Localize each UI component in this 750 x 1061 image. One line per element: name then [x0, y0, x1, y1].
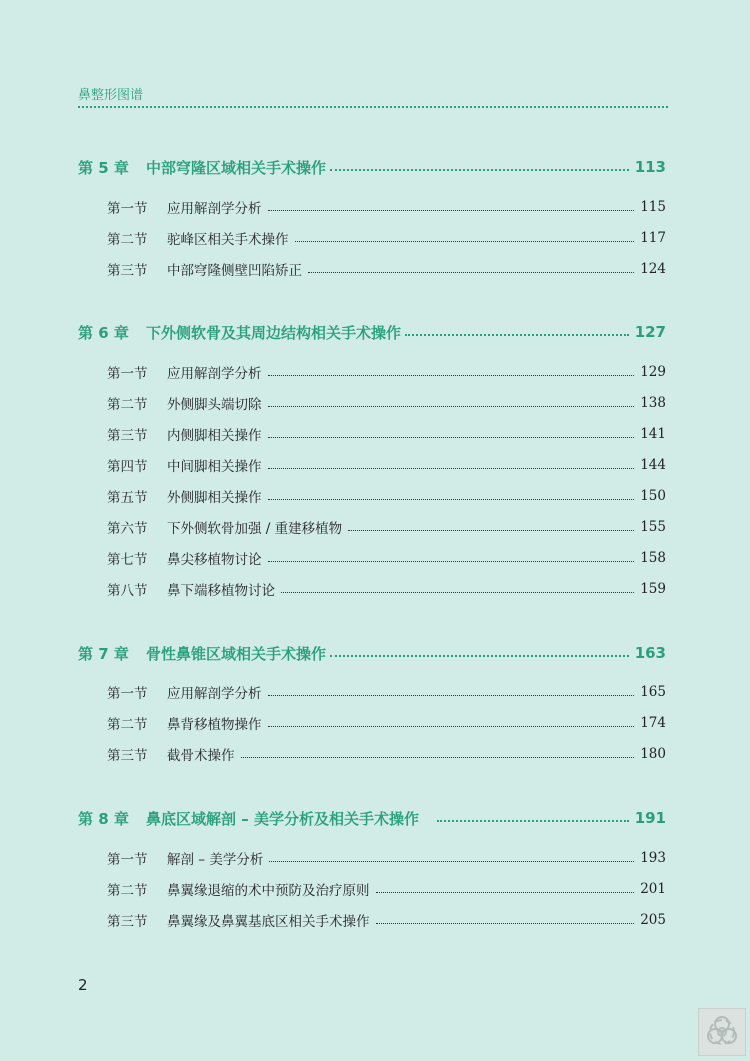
section-number: 第二节	[107, 397, 148, 413]
leader-dots	[268, 561, 635, 562]
section-page: 150	[640, 488, 666, 504]
leader-dots	[437, 820, 629, 822]
toc-chapter-7[interactable]	[0, 642, 750, 664]
toc-section[interactable]	[0, 848, 750, 868]
leader-dots	[376, 892, 635, 893]
section-title: 鼻下端移植物讨论	[167, 583, 275, 599]
chapter-number: 第 5 章	[78, 158, 129, 177]
biohazard-icon	[704, 1014, 740, 1050]
page-header: 鼻整形图谱	[78, 88, 144, 103]
toc-section[interactable]	[0, 517, 750, 537]
section-page: 155	[640, 519, 666, 535]
toc-section[interactable]	[0, 393, 750, 413]
section-number: 第二节	[107, 883, 148, 899]
section-page: 141	[640, 426, 666, 442]
toc-section[interactable]	[0, 228, 750, 248]
section-number: 第四节	[107, 459, 148, 475]
section-number: 第三节	[107, 428, 148, 444]
section-page: 193	[640, 850, 666, 866]
chapter-title: 骨性鼻锥区域相关手术操作	[146, 644, 327, 663]
leader-dots	[268, 468, 635, 469]
section-title: 下外侧软骨加强 / 重建移植物	[167, 521, 343, 537]
page-number: 2	[78, 976, 88, 994]
toc-section[interactable]	[0, 910, 750, 930]
section-title: 鼻翼缘退缩的术中预防及治疗原则	[167, 883, 370, 899]
section-title: 外侧脚相关操作	[167, 490, 262, 506]
leader-dots	[281, 592, 634, 593]
leader-dots	[268, 499, 635, 500]
section-number: 第五节	[107, 490, 148, 506]
leader-dots	[330, 169, 629, 171]
section-number: 第一节	[107, 686, 148, 702]
section-page: 144	[640, 457, 666, 473]
chapter-page: 163	[634, 644, 666, 662]
section-page: 115	[640, 199, 666, 215]
section-title: 内侧脚相关操作	[167, 428, 262, 444]
section-number: 第一节	[107, 201, 148, 217]
leader-dots	[268, 406, 635, 407]
leader-dots	[295, 241, 635, 242]
section-number: 第三节	[107, 748, 148, 764]
chapter-page: 127	[634, 323, 666, 341]
section-page: 180	[640, 746, 666, 762]
toc-section[interactable]	[0, 548, 750, 568]
chapter-title: 下外侧软骨及其周边结构相关手术操作	[146, 323, 402, 342]
section-page: 158	[640, 550, 666, 566]
section-title: 中部穹隆侧壁凹陷矫正	[167, 263, 302, 279]
leader-dots	[268, 726, 635, 727]
chapter-number: 第 8 章	[78, 809, 129, 828]
leader-dots	[241, 757, 635, 758]
toc-section[interactable]	[0, 879, 750, 899]
toc-section[interactable]	[0, 455, 750, 475]
leader-dots	[268, 695, 635, 696]
section-page: 174	[640, 715, 666, 731]
leader-dots	[268, 210, 635, 211]
section-number: 第三节	[107, 914, 148, 930]
section-number: 第六节	[107, 521, 148, 537]
leader-dots	[269, 861, 634, 862]
section-title: 鼻尖移植物讨论	[167, 552, 262, 568]
watermark-badge	[698, 1008, 746, 1056]
section-title: 应用解剖学分析	[167, 686, 262, 702]
section-title: 中间脚相关操作	[167, 459, 262, 475]
section-number: 第八节	[107, 583, 148, 599]
toc-chapter-6[interactable]	[0, 321, 750, 343]
section-title: 应用解剖学分析	[167, 366, 262, 382]
leader-dots	[376, 923, 635, 924]
toc-section[interactable]	[0, 713, 750, 733]
section-page: 129	[640, 364, 666, 380]
leader-dots	[330, 655, 629, 657]
section-page: 205	[640, 912, 666, 928]
section-title: 应用解剖学分析	[167, 201, 262, 217]
chapter-number: 第 6 章	[78, 323, 129, 342]
section-page: 124	[640, 261, 666, 277]
section-title: 鼻背移植物操作	[167, 717, 262, 733]
toc-section[interactable]	[0, 197, 750, 217]
toc-section[interactable]	[0, 424, 750, 444]
chapter-number: 第 7 章	[78, 644, 129, 663]
section-title: 驼峰区相关手术操作	[167, 232, 289, 248]
section-number: 第七节	[107, 552, 148, 568]
section-number: 第二节	[107, 232, 148, 248]
leader-dots	[268, 437, 635, 438]
section-title: 鼻翼缘及鼻翼基底区相关手术操作	[167, 914, 370, 930]
toc-section[interactable]	[0, 744, 750, 764]
section-title: 外侧脚头端切除	[167, 397, 262, 413]
chapter-page: 191	[634, 809, 666, 827]
section-page: 138	[640, 395, 666, 411]
section-page: 159	[640, 581, 666, 597]
chapter-title: 中部穹隆区域相关手术操作	[146, 158, 327, 177]
section-title: 解剖 – 美学分析	[167, 852, 264, 868]
section-page: 165	[640, 684, 666, 700]
section-number: 第一节	[107, 852, 148, 868]
section-number: 第一节	[107, 366, 148, 382]
leader-dots	[348, 530, 634, 531]
section-page: 117	[640, 230, 666, 246]
toc-section[interactable]	[0, 682, 750, 702]
toc-section[interactable]	[0, 259, 750, 279]
section-number: 第二节	[107, 717, 148, 733]
chapter-title: 鼻底区域解剖 – 美学分析及相关手术操作	[146, 809, 419, 828]
section-page: 201	[640, 881, 666, 897]
leader-dots	[308, 272, 634, 273]
leader-dots	[268, 375, 635, 376]
leader-dots	[405, 334, 629, 336]
section-title: 截骨术操作	[167, 748, 235, 764]
chapter-page: 113	[634, 158, 666, 176]
toc-section[interactable]	[0, 486, 750, 506]
toc-section[interactable]	[0, 362, 750, 382]
toc-section[interactable]	[0, 579, 750, 599]
toc-chapter-8[interactable]	[0, 807, 750, 829]
toc-chapter-5[interactable]	[0, 156, 750, 178]
header-dotted-rule	[78, 106, 668, 108]
section-number: 第三节	[107, 263, 148, 279]
